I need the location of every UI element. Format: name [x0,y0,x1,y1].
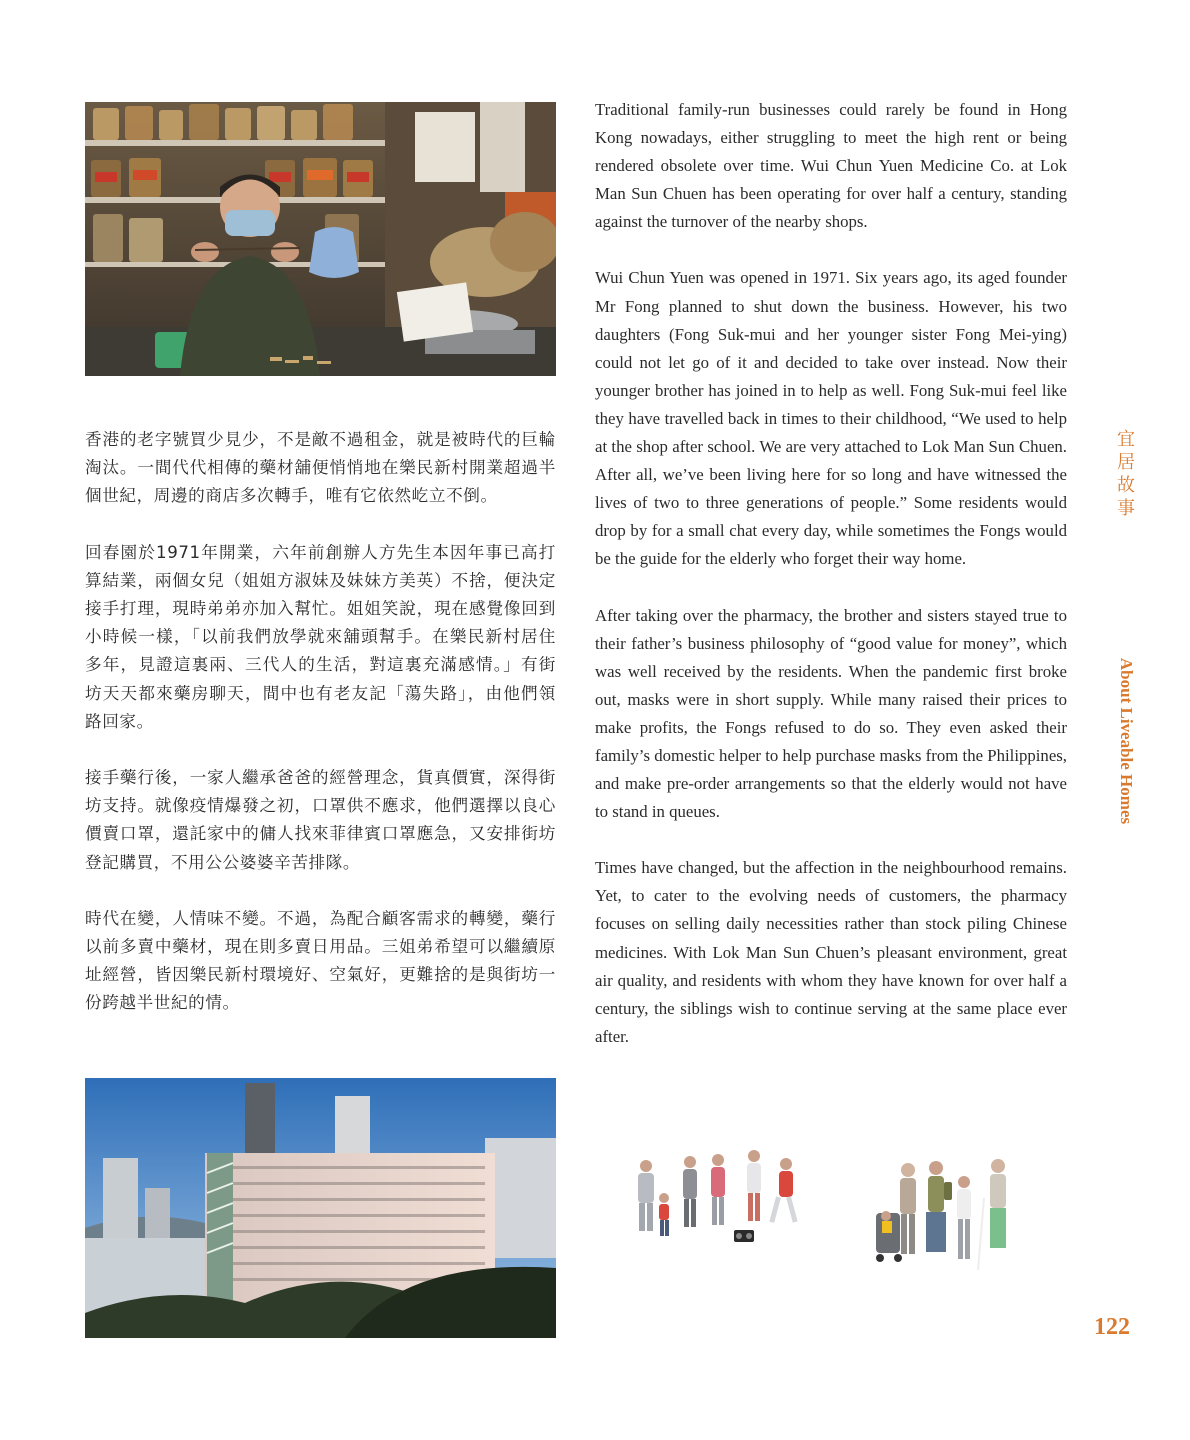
chinese-paragraph-4: 時代在變，人情味不變。不過，為配合顧客需求的轉變，藥行以前多賣中藥材，現在則多賣日用品。三姐弟希望可以繼續原址經營，皆因樂民新村環境好、空氣好，更難捨的是與街坊一份跨越半世紀的情。 [85,908,556,1013]
walking-family-illustration [872,1158,1032,1286]
section-title-chinese: 宜居故事 [1117,429,1135,519]
housing-estate-photo [85,1078,556,1338]
english-paragraph-1: Traditional family-run businesses could rarely be found in Hong Kong nowadays, either struggling to meet the high rent or being rendered obsolete over time. Wui Chun Yuen Medicine Co. at Lok Man Sun Chuen has been operating for over half a century, standing against the turnover of the nearby shops. [595,100,1067,232]
chinese-paragraph-3: 接手藥行後，一家人繼承爸爸的經營理念，貨真價實，深得街坊支持。就像疫情爆發之初，口罩供不應求，他們選擇以良心價賣口罩，還託家中的傭人找來菲律賓口罩應急，又安排街坊登記購買，不用公公婆婆辛苦排隊。 [85,768,556,872]
exercising-residents-illustration [626,1148,810,1248]
chinese-article [85,426,556,1046]
chinese-paragraph-2: 回春園於1971年開業，六年前創辦人方先生本因年事已高打算結業，兩個女兒（姐姐方淑妹及妹妹方美英）不捨，便決定接手打理，現時弟弟亦加入幫忙。姐姐笑說，現在感覺像回到小時候一樣，「以前我們放學就來舖頭幫手。在樂民新村居住多年，見證這裏兩、三代人的生活，對這裏充滿感情。」有街坊天天都來藥房聊天，間中也有老友記「蕩失路」，由他們領路回家。 [85,542,556,731]
english-paragraph-2: Wui Chun Yuen was opened in 1971. Six years ago, its aged founder Mr Fong planned to shut down the business. However, his two daughters (Fong Suk-mui and her younger sister Fong Mei-ying) could not let go of it and decided to take over instead. Now their younger brother has joined in to help as well. Fong Suk-mui feel like they have travelled back in times to their childhood, “We used to help at the shop after school. We are very attached to Lok Man Sun Chuen. After all, we’ve been living here for so long and have witnessed the lives of two to three generations of people.” Some residents would drop by for a small chat every day, while sometimes the Fongs would be the guide for the elderly who forget their way home. [595,268,1067,569]
page-number: 122 [1094,1314,1130,1340]
pharmacy-photo [85,102,556,376]
section-title-english: About Liveable Homes [1117,657,1136,825]
chinese-paragraph-1: 香港的老字號買少見少，不是敵不過租金，就是被時代的巨輪淘汰。一間代代相傳的藥材舖便悄悄地在樂民新村開業超過半個世紀，周邊的商店多次轉手，唯有它依然屹立不倒。 [85,430,556,506]
english-paragraph-3: After taking over the pharmacy, the brother and sisters stayed true to their father’s business philosophy of “good value for money”, which was well received by the residents. When the pandemic first broke out, masks were in short supply. While many raised their prices to make profits, the Fongs refused to do so. They even asked their family’s domestic helper to help purchase masks from the Philippines, and make pre-order arrangements so that the elderly would not have to stand in queues. [595,605,1067,822]
english-article [595,96,1067,1079]
english-paragraph-4: Times have changed, but the affection in the neighbourhood remains. Yet, to cater to the evolving needs of customers, the pharmacy focuses on selling daily necessities rather than stock piling Chinese medicines. With Lok Man Sun Chuen’s pleasant environment, great air quality, and residents with whom they have known for over half a century, the siblings wish to continue serving at the same place ever after. [595,858,1067,1046]
